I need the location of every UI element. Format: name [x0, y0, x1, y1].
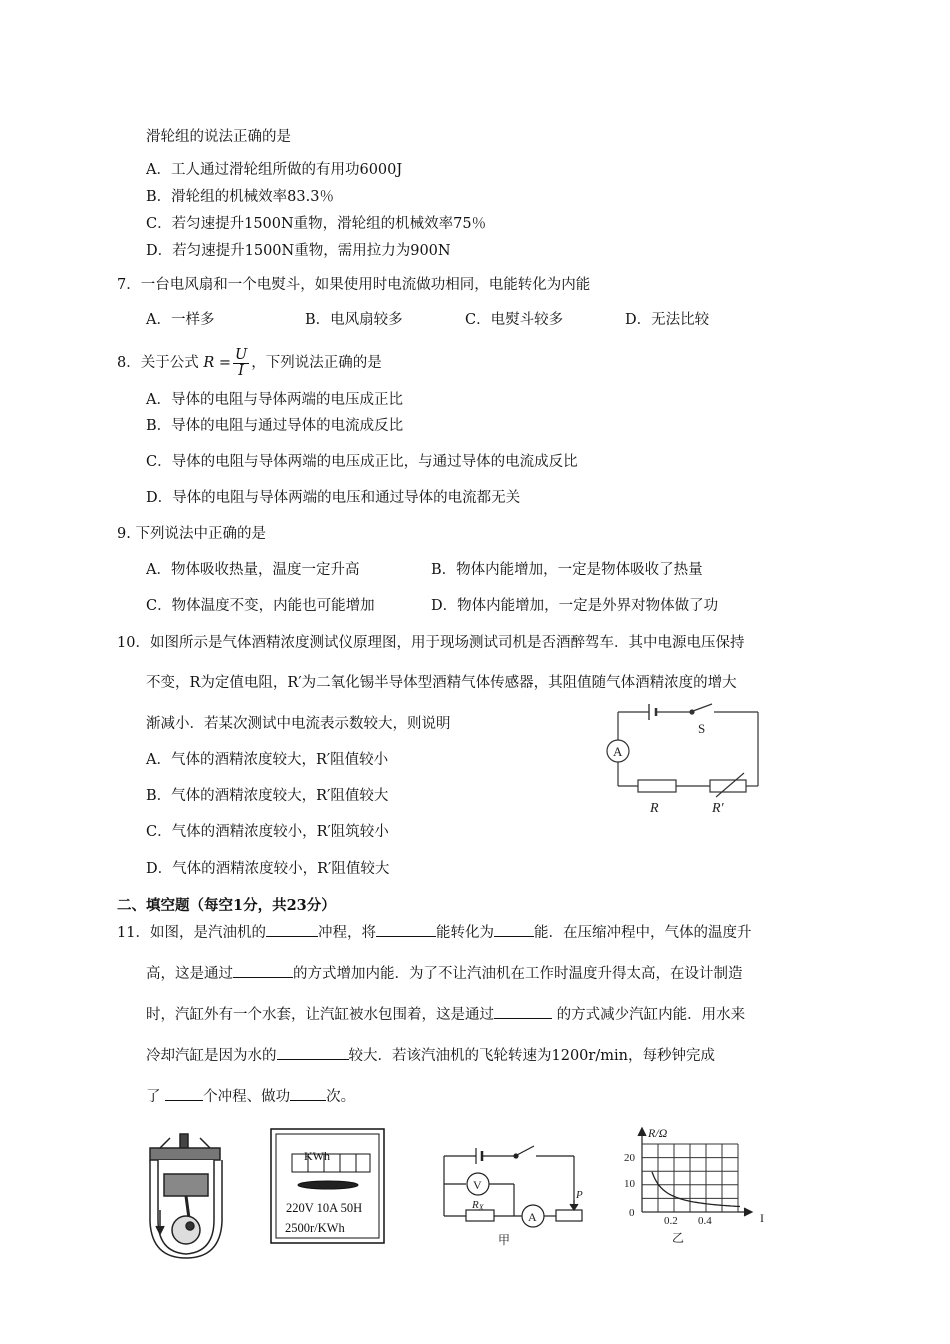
- graph-x-label: I: [760, 1211, 764, 1225]
- q11-text: 冲程，将: [317, 925, 376, 941]
- voltmeter-label: V: [473, 1178, 482, 1192]
- q10-option-d: D．气体的酒精浓度较小，R′阻值较大: [146, 861, 390, 877]
- q10-stem-line-2: 不变，R为定值电阻，R′为二氧化锡半导体型酒精气体传感器，其阻值随气体酒精浓度的增大: [146, 675, 737, 691]
- q11-line-4: [146, 1045, 715, 1066]
- q11-text: 高，这是通过: [146, 966, 233, 982]
- graph-y-tick-20: 20: [624, 1152, 635, 1164]
- q11-text: 的方式增加内能．为了不让汽油机在工作时温度升得太高，在设计制造: [293, 966, 743, 982]
- q10-stem-line-3: 渐减小．若某次测试中电流表示数较大，则说明: [146, 716, 451, 732]
- q9-option-d: D．物体内能增加，一定是外界对物体做了功: [431, 598, 719, 614]
- q11-blank-7: [165, 1086, 203, 1101]
- rx-subscript: X: [478, 1203, 484, 1212]
- circuit-jia-caption: 甲: [498, 1233, 511, 1247]
- q8-stem-prefix: 8．关于公式: [117, 355, 199, 371]
- q11-blank-6: [277, 1045, 349, 1060]
- meter-unit-label: KWh: [304, 1149, 330, 1163]
- q11-text: 较大．若该汽油机的飞轮转速为1200r/min，每秒钟完成: [348, 1048, 715, 1064]
- q8-option-b: B．导体的电阻与通过导体的电流成反比: [146, 418, 404, 434]
- rx-letter: R: [472, 1199, 479, 1211]
- q6-stem-tail: 滑轮组的说法正确的是: [146, 129, 291, 145]
- q11-line-5: [146, 1086, 355, 1107]
- q11-line-2: [146, 963, 743, 984]
- q11-text: 能．在压缩冲程中，气体的温度升: [533, 925, 752, 941]
- q11-text: 时，汽缸外有一个水套，让汽缸被水包围着，这是通过: [146, 1007, 494, 1023]
- graph-y-tick-10: 10: [624, 1178, 635, 1190]
- graph-y-tick-0: 0: [629, 1207, 635, 1219]
- circuit-switch-label: S: [698, 721, 706, 736]
- q8-option-a: A．导体的电阻与导体两端的电压成正比: [146, 392, 403, 408]
- q8-formula-denominator: I: [238, 362, 245, 379]
- q10-circuit-diagram: [604, 700, 774, 820]
- q9-option-a: A．物体吸收热量，温度一定升高: [146, 562, 360, 578]
- q9-stem: 9. 下列说法中正确的是: [117, 526, 266, 542]
- section-2-title: 二、填空题（每空1分，共23分）: [117, 897, 336, 914]
- q10-option-c: C．气体的酒精浓度较小，R′阻筑较小: [146, 824, 389, 840]
- q8-option-c: C．导体的电阻与导体两端的电压成正比，与通过导体的电流成反比: [146, 454, 578, 470]
- q11-blank-2: [376, 922, 436, 937]
- circuit-resistor-label: R: [650, 801, 659, 816]
- q8-option-d: D．导体的电阻与导体两端的电压和通过导体的电流都无关: [146, 490, 521, 506]
- q11-blank-3: [494, 922, 534, 937]
- r-i-curve: [652, 1172, 740, 1207]
- q7-option-b: B．电风扇较多: [305, 312, 403, 328]
- q7-option-c: C．电熨斗较多: [465, 312, 564, 328]
- meter-rating-label: 220V 10A 50H: [286, 1201, 363, 1215]
- q8-stem: [117, 345, 382, 381]
- q10-stem-line-1: 10．如图所示是气体酒精浓度测试仪原理图，用于现场测试司机是否酒醉驾车．其中电源电压保持: [117, 635, 745, 651]
- q6-option-b: B．滑轮组的机械效率83.3％: [146, 189, 334, 205]
- q6-option-d: D．若匀速提升1500N重物，需用拉力为900N: [146, 243, 451, 259]
- circuit-ammeter-label: A: [613, 744, 623, 759]
- q7-option-d: D．无法比较: [625, 312, 710, 328]
- r-i-graph-figure: [620, 1122, 780, 1246]
- q8-formula-lhs: R =: [203, 355, 232, 371]
- q6-option-c: C．若匀速提升1500N重物，滑轮组的机械效率75％: [146, 216, 487, 232]
- graph-caption: 乙: [672, 1231, 685, 1245]
- fixed-resistor-icon: [638, 780, 676, 792]
- q11-blank-5: [494, 1004, 552, 1019]
- energy-meter-figure: [270, 1128, 385, 1244]
- q6-option-a: A．工人通过滑轮组所做的有用功6000J: [146, 162, 403, 178]
- slider-p-label: P: [576, 1189, 583, 1201]
- q8-stem-suffix: ，下列说法正确的是: [251, 355, 382, 371]
- q11-line-3: [146, 1004, 745, 1025]
- q11-line-1: [117, 922, 751, 943]
- q9-option-c: C．物体温度不变，内能也可能增加: [146, 598, 375, 614]
- gasoline-engine-figure: [140, 1130, 235, 1260]
- q9-option-b: B．物体内能增加，一定是物体吸收了热量: [431, 562, 703, 578]
- q11-text: 的方式减少汽缸内能．用水来: [552, 1007, 746, 1023]
- q7-stem: 7．一台电风扇和一个电熨斗，如果使用时电流做功相同，电能转化为内能: [117, 277, 591, 293]
- q11-text: 冷却汽缸是因为水的: [146, 1048, 277, 1064]
- q11-text: 了: [146, 1089, 166, 1105]
- q11-text: 次。: [326, 1089, 356, 1105]
- q11-blank-1: [266, 922, 318, 937]
- rheostat-icon: [556, 1210, 582, 1221]
- meter-revolution-label: 2500r/KWh: [285, 1221, 345, 1235]
- ammeter-label: A: [528, 1210, 537, 1224]
- q11-blank-8: [290, 1086, 326, 1101]
- q11-text: 个冲程、做功: [203, 1089, 291, 1105]
- graph-x-tick-0-2: 0.2: [664, 1215, 678, 1227]
- q8-formula-fraction: [233, 348, 249, 379]
- graph-x-tick-0-4: 0.4: [698, 1215, 712, 1227]
- rx-label: [471, 1199, 485, 1212]
- q7-option-a: A．一样多: [146, 312, 215, 328]
- q11-text: 能转化为: [435, 925, 494, 941]
- q8-formula-numerator: U: [235, 346, 248, 363]
- graph-y-label: R/Ω: [648, 1126, 668, 1140]
- q10-option-b: B．气体的酒精浓度较大，R′阻值较大: [146, 788, 389, 804]
- q10-option-a: A．气体的酒精浓度较大，R′阻值较小: [146, 752, 389, 768]
- circuit-sensor-label: R′: [712, 801, 724, 816]
- q11-text: 11．如图，是汽油机的: [117, 925, 266, 941]
- q11-blank-4: [233, 963, 293, 978]
- circuit-jia-figure: [438, 1140, 588, 1248]
